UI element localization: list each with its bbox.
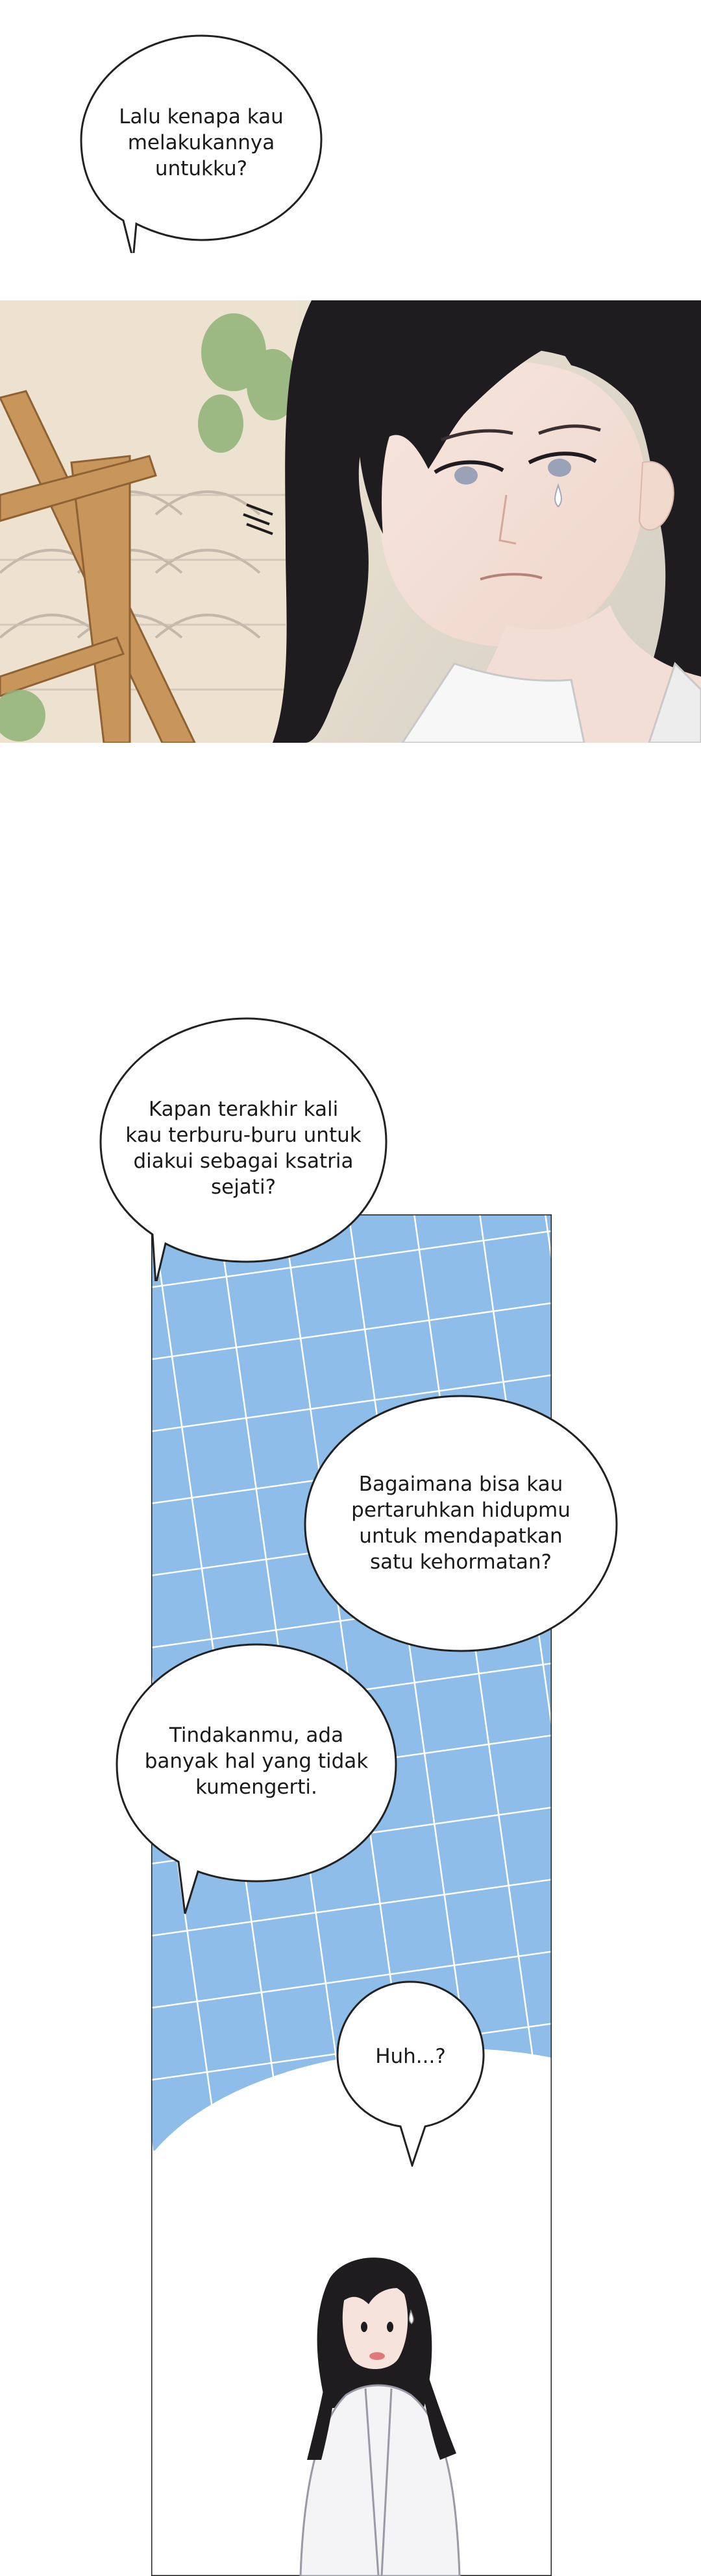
speech-bubble-2-text: Kapan terakhir kali kau terburu-buru untuk diakui sebagai ksatria sejati? [125, 1098, 362, 1199]
panel-woman-closeup [0, 300, 701, 743]
speech-bubble-5-shape [328, 1972, 493, 2167]
speech-bubble-5 [328, 1972, 493, 2167]
speech-bubble-4-text: Tindakanmu, ada banyak hal yang tidak kumengerti. [144, 1724, 369, 1799]
speech-bubble-3-text: Bagaimana bisa kau pertaruhkan hidupmu untuk mendapatkan satu kehormatan? [351, 1473, 571, 1574]
panel-woman-closeup-art [0, 300, 701, 743]
speech-bubble-5-text: Huh...? [375, 2045, 446, 2068]
speech-bubble-3 [295, 1388, 626, 1661]
speech-bubble-2 [91, 1009, 396, 1281]
speech-bubble-4 [107, 1635, 406, 1907]
speech-bubble-1-text: Lalu kenapa kau melakukannya untukku? [119, 105, 284, 180]
speech-bubble-1 [71, 26, 331, 253]
